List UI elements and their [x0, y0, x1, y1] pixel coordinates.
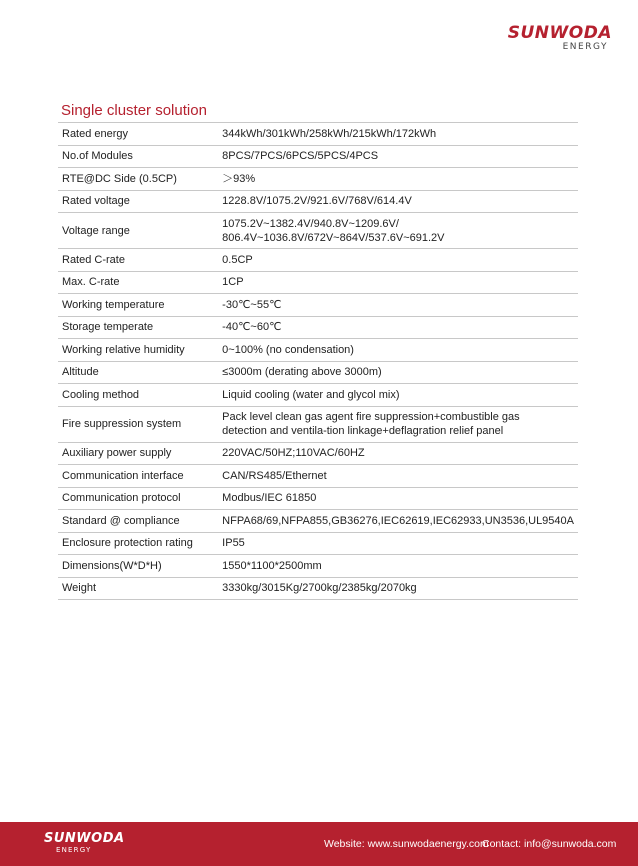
- spec-label: Communication interface: [58, 465, 218, 488]
- logo-text: SUNWODA: [507, 23, 612, 43]
- footer-bar: [0, 822, 638, 866]
- spec-row-storage-temperature: [58, 316, 578, 339]
- spec-label: No.of Modules: [58, 145, 218, 168]
- spec-value-line1: 1075.2V~1382.4V/940.8V~1209.6V/: [222, 217, 399, 230]
- spec-table: [58, 122, 578, 600]
- spec-label: Storage temperate: [58, 316, 218, 339]
- spec-value: 1228.8V/1075.2V/921.6V/768V/614.4V: [218, 190, 578, 213]
- spec-row-weight: [58, 577, 578, 600]
- spec-value: ＞93%: [218, 168, 578, 191]
- spec-row-comm-interface: [58, 465, 578, 488]
- spec-label: Dimensions(W*D*H): [58, 555, 218, 578]
- spec-value: 3330kg/3015Kg/2700kg/2385kg/2070kg: [218, 577, 578, 600]
- spec-row-rte: [58, 168, 578, 191]
- footer-logo: [44, 832, 125, 854]
- spec-value: -30℃~55℃: [218, 294, 578, 317]
- spec-row-enclosure: [58, 532, 578, 555]
- spec-label: Enclosure protection rating: [58, 532, 218, 555]
- spec-value: [218, 213, 578, 249]
- spec-label: Max. C-rate: [58, 271, 218, 294]
- footer-logo-text: SUNWODA: [44, 831, 125, 846]
- spec-label: Fire suppression system: [58, 406, 218, 442]
- spec-value: 220VAC/50HZ;110VAC/60HZ: [218, 442, 578, 465]
- section-title: Single cluster solution: [61, 102, 207, 119]
- spec-value: IP55: [218, 532, 578, 555]
- spec-label: Rated energy: [58, 123, 218, 146]
- logo-subtext: ENERGY: [562, 42, 608, 52]
- spec-label: Voltage range: [58, 213, 218, 249]
- spec-row-humidity: [58, 339, 578, 362]
- spec-row-aux-power: [58, 442, 578, 465]
- spec-row-voltage-range: [58, 213, 578, 249]
- spec-label: Rated C-rate: [58, 249, 218, 272]
- spec-row-cooling: [58, 384, 578, 407]
- footer-website[interactable]: Website: www.sunwodaenergy.com: [324, 838, 489, 850]
- spec-label: Communication protocol: [58, 487, 218, 510]
- spec-label: Altitude: [58, 361, 218, 384]
- spec-row-standard: [58, 510, 578, 533]
- spec-label: Cooling method: [58, 384, 218, 407]
- spec-label: RTE@DC Side (0.5CP): [58, 168, 218, 191]
- spec-value: NFPA68/69,NFPA855,GB36276,IEC62619,IEC62933,UN3536,UL9540A: [218, 510, 578, 533]
- spec-row-working-temperature: [58, 294, 578, 317]
- spec-row-altitude: [58, 361, 578, 384]
- footer-logo-subtext: ENERGY: [56, 846, 92, 854]
- spec-row-modules: [58, 145, 578, 168]
- spec-row-rated-c-rate: [58, 249, 578, 272]
- spec-value: 0~100% (no condensation): [218, 339, 578, 362]
- footer-contact[interactable]: Contact: info@sunwoda.com: [482, 838, 617, 850]
- spec-row-rated-energy: [58, 123, 578, 146]
- spec-value-line2: detection and ventila-tion linkage+deflagration relief panel: [222, 425, 504, 437]
- spec-value: 1CP: [218, 271, 578, 294]
- spec-row-max-c-rate: [58, 271, 578, 294]
- spec-label: Standard @ compliance: [58, 510, 218, 533]
- spec-label: Working temperature: [58, 294, 218, 317]
- brand-logo: [502, 24, 612, 52]
- spec-label: Weight: [58, 577, 218, 600]
- spec-label: Auxiliary power supply: [58, 442, 218, 465]
- spec-row-fire-suppression: [58, 406, 578, 442]
- spec-value: 1550*1100*2500mm: [218, 555, 578, 578]
- spec-row-dimensions: [58, 555, 578, 578]
- spec-label: Rated voltage: [58, 190, 218, 213]
- spec-label: Working relative humidity: [58, 339, 218, 362]
- spec-value-line2: 806.4V~1036.8V/672V~864V/537.6V~691.2V: [222, 231, 445, 244]
- spec-value: Liquid cooling (water and glycol mix): [218, 384, 578, 407]
- spec-value: 344kWh/301kWh/258kWh/215kWh/172kWh: [218, 123, 578, 146]
- spec-value: Modbus/IEC 61850: [218, 487, 578, 510]
- spec-value: ≤3000m (derating above 3000m): [218, 361, 578, 384]
- spec-value: [218, 406, 578, 442]
- spec-row-rated-voltage: [58, 190, 578, 213]
- spec-value-line1: Pack level clean gas agent fire suppression+combustible gas: [222, 411, 520, 423]
- spec-value: CAN/RS485/Ethernet: [218, 465, 578, 488]
- spec-value: -40℃~60℃: [218, 316, 578, 339]
- spec-row-comm-protocol: [58, 487, 578, 510]
- spec-value: 0.5CP: [218, 249, 578, 272]
- spec-value: 8PCS/7PCS/6PCS/5PCS/4PCS: [218, 145, 578, 168]
